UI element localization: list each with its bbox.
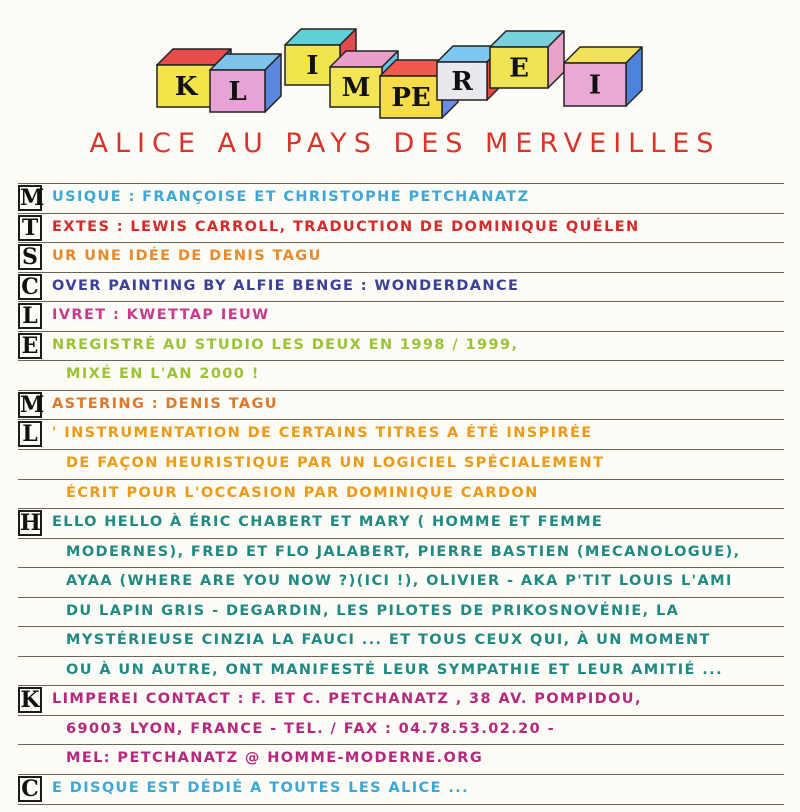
credit-line: DU LAPIN GRIS - DEGARDIN, LES PILOTES DE PRIKOSNOVÉNIE, LA bbox=[66, 602, 680, 619]
credit-line: MODERNES), FRED ET FLO JALABERT, PIERRE BASTIEN (MECANOLOGUE), bbox=[66, 543, 741, 560]
ruled-line bbox=[18, 567, 784, 568]
logo-letter: I bbox=[306, 51, 319, 81]
credit-initial: C bbox=[18, 776, 42, 802]
credit-line: ' INSTRUMENTATION DE CERTAINS TITRES A ÉTÉ INSPIRÉE bbox=[52, 425, 593, 442]
ruled-line bbox=[18, 331, 784, 332]
credit-initial: M bbox=[20, 185, 45, 211]
ruled-line bbox=[18, 656, 784, 657]
credit-initial: H bbox=[20, 510, 41, 537]
credit-line: 69003 LYON, FRANCE - TEL. / FAX : 04.78.53.02.20 - bbox=[66, 720, 556, 737]
logo-letter: I bbox=[588, 70, 602, 101]
credit-initial: M bbox=[20, 391, 45, 418]
credit-line: MYSTÉRIEUSE CINZIA LA FAUCI ... ET TOUS CEUX QUI, À UN MOMENT bbox=[66, 632, 711, 649]
logo-block bbox=[564, 47, 642, 106]
credit-line: NREGISTRÉ AU STUDIO LES DEUX EN 1998 / 1999, bbox=[52, 336, 519, 353]
credit-line: MEL: PETCHANATZ @ HOMME-MODERNE.ORG bbox=[66, 750, 484, 767]
logo-letter: M bbox=[341, 73, 371, 103]
credit-line: E DISQUE EST DÉDIÉ A TOUTES LES ALICE ... bbox=[52, 780, 470, 796]
credit-line: OVER PAINTING BY ALFIE BENGE : WONDERDANCE bbox=[52, 277, 520, 294]
ruled-line bbox=[18, 272, 784, 273]
ruled-line bbox=[18, 715, 784, 716]
logo-letter: K bbox=[174, 72, 198, 102]
credit-initial: E bbox=[18, 333, 42, 359]
ruled-line bbox=[18, 242, 784, 243]
credit-line: USIQUE : FRANÇOISE ET CHRISTOPHE PETCHANATZ bbox=[52, 189, 530, 205]
logo-letter: E bbox=[509, 53, 529, 84]
ruled-line bbox=[18, 419, 784, 420]
credit-line: OU À UN AUTRE, ONT MANIFESTÉ LEUR SYMPATHIE ET LEUR AMITIÉ ... bbox=[66, 661, 723, 678]
logo-letter: PE bbox=[391, 83, 431, 113]
ruled-line bbox=[18, 449, 784, 450]
ruled-line bbox=[18, 774, 784, 775]
credit-line: EXTES : LEWIS CARROLL, TRADUCTION DE DOMINIQUE QUÉLEN bbox=[52, 218, 640, 235]
credit-initial: K bbox=[18, 687, 42, 713]
credit-line: ASTERING : DENIS TAGU bbox=[52, 395, 278, 412]
credit-line: DE FAÇON HEURISTIQUE PAR UN LOGICIEL SPÉCIALEMENT bbox=[66, 454, 605, 471]
credit-line: MIXÉ EN L'AN 2000 ! bbox=[66, 366, 260, 383]
credit-initial: T bbox=[18, 215, 42, 241]
ruled-line bbox=[18, 479, 784, 480]
ruled-line bbox=[18, 538, 784, 539]
credit-initial: L bbox=[18, 303, 42, 329]
klimperei-logo bbox=[0, 0, 800, 125]
logo-block bbox=[210, 54, 281, 112]
credit-line: UR UNE IDÉE DE DENIS TAGU bbox=[52, 248, 322, 265]
credit-line: ELLO HELLO À ÉRIC CHABERT ET MARY ( HOMME ET FEMME bbox=[52, 514, 604, 531]
ruled-line bbox=[18, 597, 784, 598]
album-title: ALICE AU PAYS DES MERVEILLES bbox=[89, 128, 721, 159]
credit-initial: S bbox=[18, 244, 42, 270]
ruled-line bbox=[18, 213, 784, 214]
logo-letter: L bbox=[228, 77, 247, 107]
credit-initial: L bbox=[18, 421, 42, 447]
ruled-line bbox=[18, 301, 784, 302]
credit-line: IVRET : KWETTAP IEUW bbox=[52, 307, 270, 324]
ruled-line bbox=[18, 390, 784, 391]
ruled-line bbox=[18, 626, 784, 627]
ruled-line bbox=[18, 183, 784, 184]
logo-block bbox=[490, 31, 564, 88]
credit-initial: C bbox=[18, 274, 42, 300]
credit-line: AYAA (WHERE ARE YOU NOW ?)(ICI !), OLIVIER - AKA P'TIT LOUIS L'AMI bbox=[66, 573, 733, 590]
logo-letter: R bbox=[451, 67, 473, 97]
ruled-line bbox=[18, 508, 784, 509]
ruled-line bbox=[18, 744, 784, 745]
credit-line: ÉCRIT POUR L'OCCASION PAR DOMINIQUE CARDON bbox=[66, 484, 539, 501]
credit-line: LIMPEREI CONTACT : F. ET C. PETCHANATZ , 38 AV. POMPIDOU, bbox=[52, 691, 642, 708]
ruled-line bbox=[18, 360, 784, 361]
ruled-line bbox=[18, 685, 784, 686]
ruled-line bbox=[18, 804, 784, 805]
